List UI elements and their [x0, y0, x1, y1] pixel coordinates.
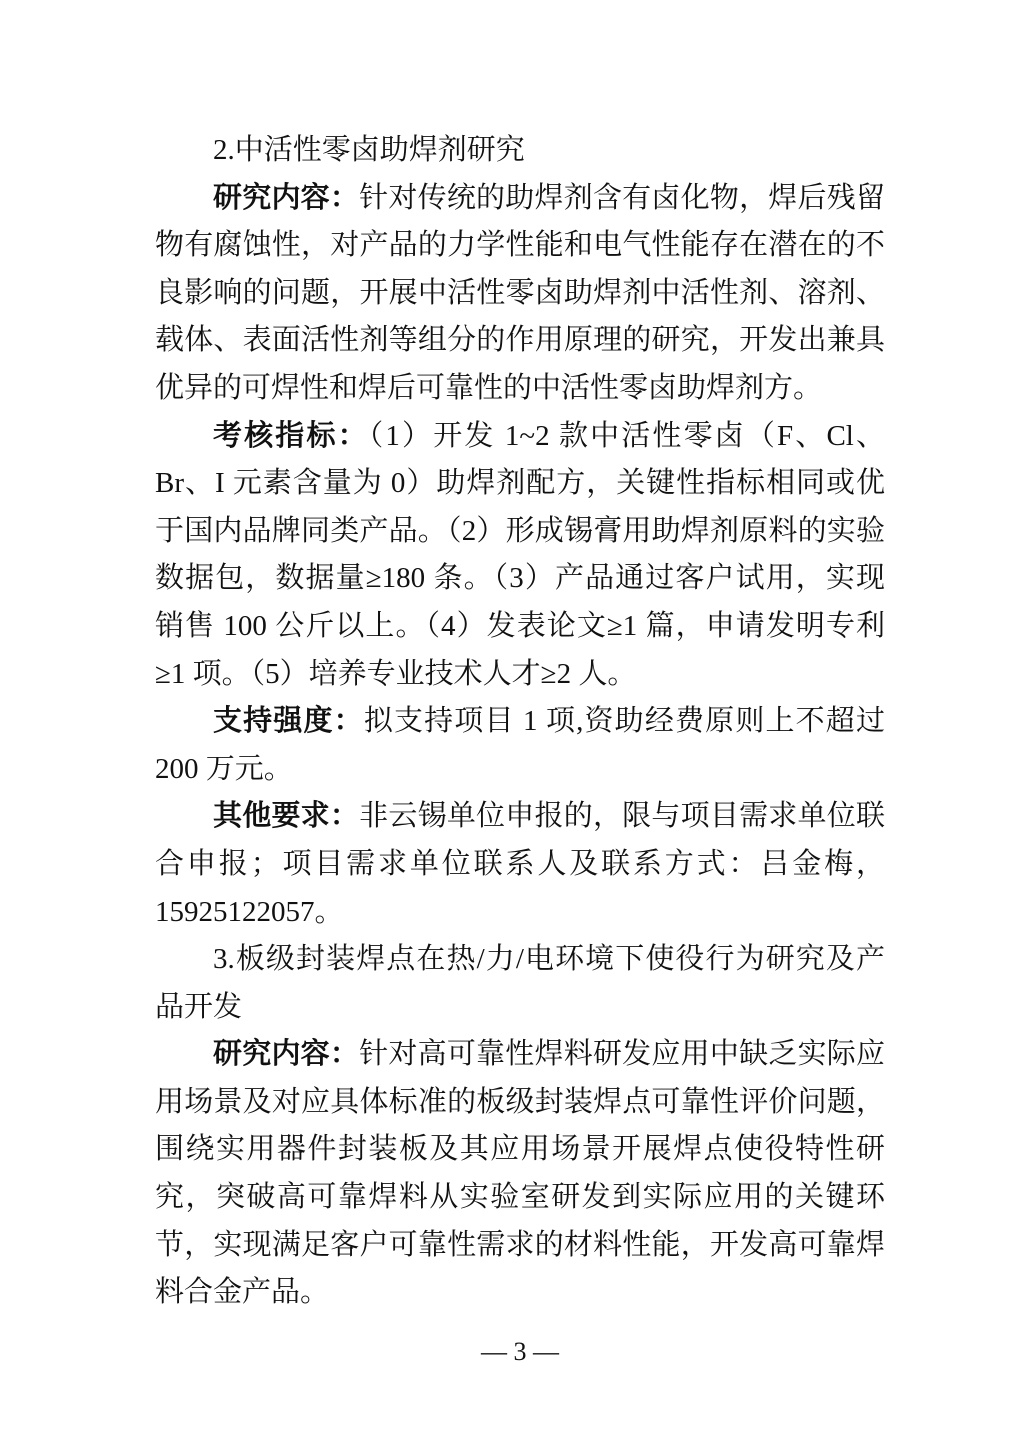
page-number: — 3 — — [481, 1337, 559, 1366]
paragraph-text-research-content: 针对传统的助焊剂含有卤化物，焊后残留物有腐蚀性，对产品的力学性能和电气性能存在潜在的不良影响的问题，开展中活性零卤助焊剂中活性剂、溶剂、载体、表面活性剂等组分的作用原理的研究，开发出兼具优异的可焊性和焊后可靠性的中活性零卤助焊剂方。 — [155, 181, 885, 404]
paragraph-text-research-content-3: 针对高可靠性焊料研发应用中缺乏实际应用场景及对应具体标准的板级封装焊点可靠性评价问题，围绕实用器件封装板及其应用场景开展焊点使役特性研究，突破高可靠焊料从实验室研发到实际应用的关键环节，实现满足客户可靠性需求的材料性能，开发高可靠焊料合金产品。 — [155, 1038, 885, 1309]
paragraph-text-support-strength: 拟支持项目 1 项,资助经费原则上不超过 200 万元。 — [155, 705, 885, 785]
section-2-paragraph-assessment-indicators — [155, 413, 885, 699]
section-3-heading: 3.板级封装焊点在热/力/电环境下使役行为研究及产品开发 — [155, 943, 885, 1023]
paragraph-label-support-strength: 支持强度： — [213, 705, 364, 738]
paragraph-label-research-content: 研究内容： — [213, 181, 360, 214]
document-content — [155, 127, 885, 1317]
section-3-paragraph-research-content — [155, 1031, 885, 1317]
section-2-paragraph-support-strength — [155, 698, 885, 793]
section-2-paragraph-other-requirements — [155, 793, 885, 936]
section-2-paragraph-research-content — [155, 175, 885, 413]
paragraph-text-assessment-indicators: （1）开发 1~2 款中活性零卤（F、Cl、Br、I 元素含量为 0）助焊剂配方，关键性指标相同或优于国内品牌同类产品。（2）形成锡膏用助焊剂原料的实验数据包，数据量≥180 条。（3）产品通过客户试用，实现销售 100 公斤以上。（4）发表论文≥1 篇，申请发明专利≥1 项。（5）培养专业技术人才≥2 人。 — [155, 419, 885, 690]
paragraph-label-other-requirements: 其他要求： — [213, 800, 360, 833]
paragraph-label-assessment-indicators: 考核指标： — [213, 419, 369, 452]
paragraph-text-other-requirements: 非云锡单位申报的，限与项目需求单位联合申报；项目需求单位联系人及联系方式：吕金梅，15925122057。 — [155, 800, 885, 928]
section-2-heading: 2.中活性零卤助焊剂研究 — [213, 134, 525, 166]
paragraph-label-research-content-3: 研究内容： — [213, 1038, 360, 1071]
